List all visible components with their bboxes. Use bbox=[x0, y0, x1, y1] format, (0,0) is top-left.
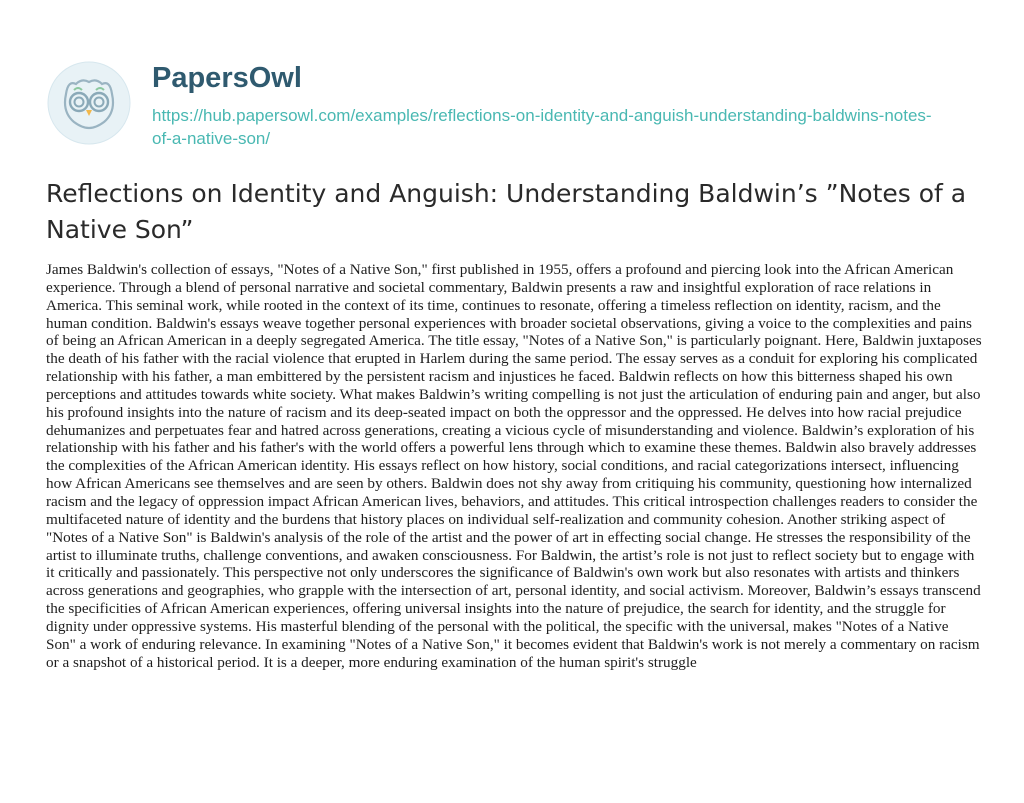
owl-logo-icon bbox=[46, 60, 132, 146]
essay-body: James Baldwin's collection of essays, "Notes of a Native Son," first published in 1955, offers a profound and piercing look into the African American experience. Through a blend of personal narrative and societal commentary, Baldwin presents a raw and insightful exploration of race relations in America. This seminal work, while rooted in the context of its time, continues to resonate, offering a timeless reflection on identity, racism, and the human condition. Baldwin's essays weave together personal experiences with broader societal observations, giving a voice to the complexities and pains of being an African American in a deeply segregated America. The title essay, "Notes of a Native Son," is particularly poignant. Here, Baldwin juxtaposes the death of his father with the racial violence that erupted in Harlem during the same period. The essay serves as a conduit for exploring his complicated relationship with his father, a man embittered by the persistent racism and injustices he faced. Baldwin reflects on how this bitterness shaped his own perceptions and attitudes towards white society. What makes Baldwin’s writing compelling is not just the articulation of enduring pain and anger, but also his profound insights into the nature of racism and its deep-seated impact on both the oppressor and the oppressed. He delves into how racial prejudice dehumanizes and perpetuates fear and hatred across generations, creating a vicious cycle of misunderstanding and violence. Baldwin’s exploration of his relationship with his father and his father's with the world offers a powerful lens through which to examine these themes. Baldwin also bravely addresses the complexities of the African American identity. His essays reflect on how history, social conditions, and racial categorizations intersect, influencing how African Americans see themselves and are seen by others. Baldwin does not shy away from critiquing his community, questioning how internalized racism and the legacy of oppression impact African American lives, behaviors, and attitudes. This critical introspection challenges readers to consider the multifaceted nature of identity and the burdens that history places on individual self-realization and community cohesion. Another striking aspect of "Notes of a Native Son" is Baldwin's analysis of the role of the artist and the power of art in effecting social change. He stresses the responsibility of the artist to illuminate truths, challenge conventions, and awaken consciousness. For Baldwin, the artist’s role is not just to reflect society but to engage with it critically and passionately. This perspective not only underscores the significance of Baldwin's own work but also resonates with artists and thinkers across generations and geographies, who grapple with the intersection of art, personal identity, and social activism. Moreover, Baldwin’s essays transcend the specificities of African American experiences, offering universal insights into the nature of prejudice, the search for identity, and the struggle for dignity under oppressive systems. His masterful blending of the personal with the political, the specific with the universal, makes "Notes of a Native Son" a work of enduring relevance. In examining "Notes of a Native Son," it becomes evident that Baldwin's work is not merely a commentary on racism or a snapshot of a historical period. It is a deeper, more enduring examination of the human spirit's struggle bbox=[46, 261, 982, 671]
brand-name: PapersOwl bbox=[152, 62, 302, 94]
page-title: Reflections on Identity and Anguish: Understanding Baldwin’s ”Notes of a Native Son” bbox=[46, 179, 967, 244]
source-url-link[interactable]: https://hub.papersowl.com/examples/reflections-on-identity-and-anguish-understanding-baldwins-notes-of-a-native-son/ bbox=[152, 106, 932, 148]
